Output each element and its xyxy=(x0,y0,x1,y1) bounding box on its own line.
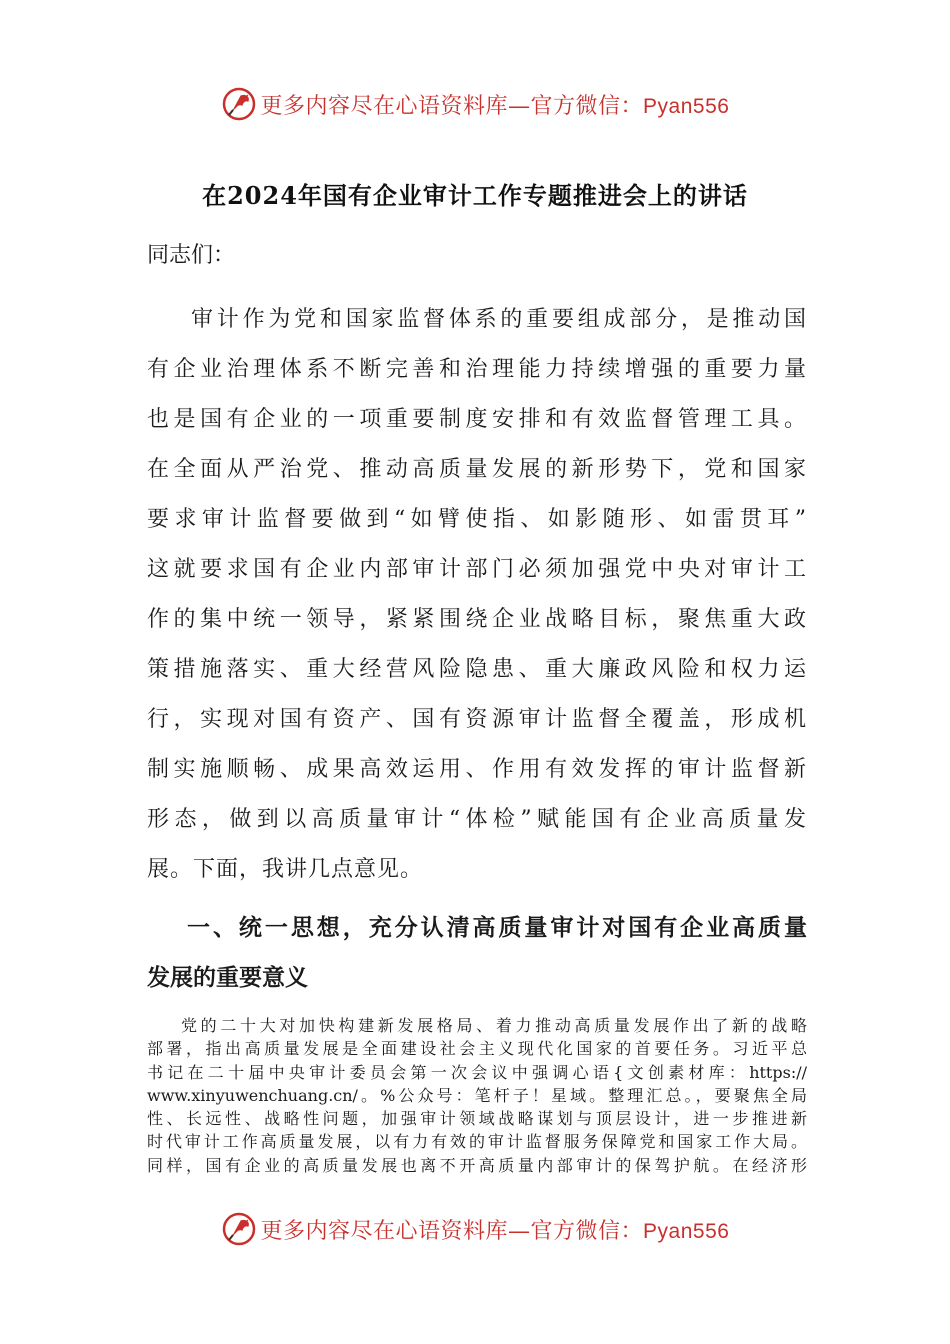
quill-logo-icon xyxy=(221,1211,257,1247)
paragraph-line: 制实施顺畅、成果高效运用、作用有效发挥的审计监督新 xyxy=(147,757,807,782)
paragraph-line: 在全面从严治党、推动高质量发展的新形势下，党和国家 xyxy=(147,457,807,482)
banner-wechat-id: Pyan556 xyxy=(643,1219,730,1243)
paragraph-line: 有企业治理体系不断完善和治理能力持续增强的重要力量 xyxy=(147,357,807,382)
paragraph-line: 形态，做到以高质量审计“体检”赋能国有企业高质量发 xyxy=(147,807,807,832)
paragraph-1 xyxy=(147,300,807,900)
paragraph-line: 党的二十大对加快构建新发展格局、着力推动高质量发展作出了新的战略 xyxy=(181,1016,807,1035)
paragraph-line: 行，实现对国有资产、国有资源审计监督全覆盖，形成机 xyxy=(147,707,807,732)
paragraph-line: 这就要求国有企业内部审计部门必须加强党中央对审计工 xyxy=(147,557,807,582)
paragraph-line: 同样，国有企业的高质量发展也离不开高质量内部审计的保驾护航。在经济形 xyxy=(147,1155,807,1175)
paragraph-line: 审计作为党和国家监督体系的重要组成部分，是推动国 xyxy=(191,307,807,332)
document-title: 在2024年国有企业审计工作专题推进会上的讲话 xyxy=(202,181,748,210)
paragraph-line: 展。下面，我讲几点意见。 xyxy=(147,857,424,882)
heading-line: 发展的重要意义 xyxy=(147,964,308,991)
quill-logo-icon xyxy=(221,86,257,122)
paragraph-line: 书记在二十届中央审计委员会第一次会议中强调心语{文创素材库：https:// xyxy=(147,1062,807,1082)
header-watermark-banner xyxy=(0,84,950,124)
paragraph-line: 要求审计监督要做到“如臂使指、如影随形、如雷贯耳” xyxy=(147,507,807,532)
section-heading-1 xyxy=(147,906,807,1006)
banner-wechat-id: Pyan556 xyxy=(643,94,730,118)
paragraph-line: 时代审计工作高质量发展，以有力有效的审计监督服务保障党和国家工作大局。 xyxy=(147,1132,807,1152)
footer-watermark-banner xyxy=(0,1209,950,1249)
paragraph-line: 策措施落实、重大经营风险隐患、重大廉政风险和权力运 xyxy=(147,657,807,682)
paragraph-line: 作的集中统一领导，紧紧围绕企业战略目标，聚焦重大政 xyxy=(147,607,807,632)
heading-line: 一、统一思想，充分认清高质量审计对国有企业高质量 xyxy=(187,914,807,941)
salutation: 同志们： xyxy=(147,243,236,268)
banner-text: 更多内容尽在心语资料库—官方微信：Pyan556 xyxy=(260,1218,730,1244)
paragraph-line: 性、长远性、战略性问题，加强审计领域战略谋划与顶层设计，进一步推进新 xyxy=(147,1109,807,1129)
paragraph-line: 部署，指出高质量发展是全面建设社会主义现代化国家的首要任务。习近平总 xyxy=(147,1039,807,1059)
paragraph-line: www.xinyuwenchuang.cn/。%公众号：笔杆子！星域。整理汇总。，要聚焦全局 xyxy=(147,1085,807,1105)
paragraph-line: 也是国有企业的一项重要制度安排和有效监督管理工具。 xyxy=(147,407,807,432)
banner-text: 更多内容尽在心语资料库—官方微信：Pyan556 xyxy=(260,93,730,119)
paragraph-2 xyxy=(147,1014,807,1177)
